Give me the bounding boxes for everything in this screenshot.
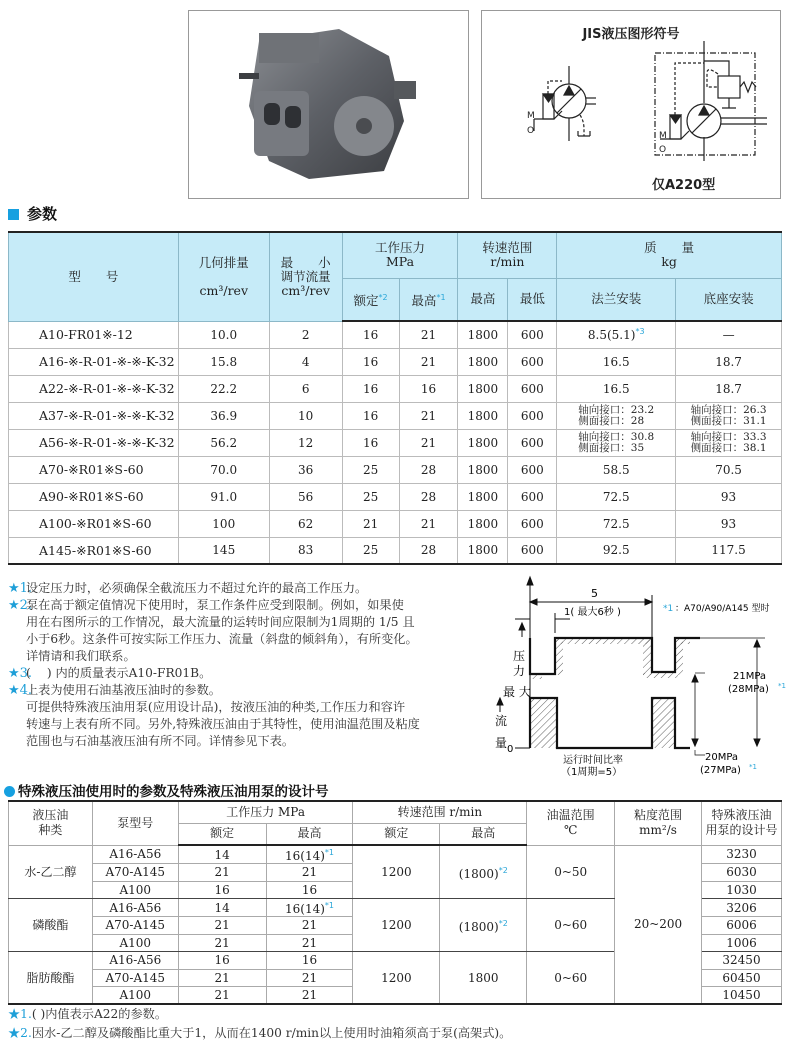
note-mark: ★3. [8,666,33,681]
cell-minflow: 36 [269,456,342,483]
note-mark: ★1. [8,581,33,596]
diagram-note: ：A70/A90/A145 型时 [675,604,770,614]
table-row [9,456,782,483]
notes [8,580,488,750]
cell-rated: 16 [342,348,399,375]
cell-pump: A100 [92,881,178,899]
cell-disp: 91.0 [178,483,269,510]
footnote-2: ★2.因水-乙二醇及磷酸酯比重大于1，从而在1400 r/min以上使用时油箱须高于泵(高架式)。 [8,1026,512,1040]
cell-max: 28 [399,537,458,564]
cell-smax: 1800 [458,456,508,483]
cell-flange-value: 72.5 [602,516,630,531]
cell-speed-max-value: (1800) [458,866,499,881]
note-item [8,597,488,665]
note-line: 上表为使用石油基液压油时的参数。 [26,683,221,697]
header-pressure: 工作压力 MPa [178,801,353,823]
cell-max-value: 21 [301,865,318,880]
cell-max [266,934,353,952]
cell-flange-value: 72.5 [602,489,630,504]
cell-pump: A100 [92,987,178,1005]
cell-smax: 1800 [458,348,508,375]
cell-rated: 25 [342,456,399,483]
note-item [8,580,488,597]
cell-foot [676,348,782,375]
cell-disp: 15.8 [178,348,269,375]
jis-symbol-panel [481,10,781,199]
parameters-table [8,231,782,565]
cell-max-value: 21 [301,918,318,933]
cell-max: 21 [399,429,458,456]
cell-foot [676,321,782,348]
cell-design: 3230 [702,845,782,864]
cell-max [266,969,353,987]
cell-rated: 21 [178,917,266,935]
cell-flange [557,456,676,483]
cell-rated: 16 [342,402,399,429]
diagram-flow-label-a: 最 大 [503,685,531,699]
cell-max-value: 21 [301,970,318,985]
note-mark: ★4. [8,683,33,698]
header-temp: 油温范围 ℃ [527,801,615,845]
cell-design: 60450 [702,969,782,987]
cell-speed-rated: 1200 [353,845,440,899]
cell-flange-value: 16.5 [602,354,630,369]
cell-max-value: 16(14) [285,902,325,916]
cell-flange-line: 侧面接口：35 [578,441,645,454]
header-speed-max: 最高 [440,823,527,845]
product-photo [188,10,469,199]
cell-foot-line: 轴向接口：26.3 [690,403,767,416]
cell-max [266,987,353,1005]
cell-max-value: 21 [301,935,318,950]
symbol-o-label-1: O [527,126,535,136]
header-pressure: 工作压力 MPa [342,232,458,278]
cell-smax: 1800 [458,402,508,429]
cell-speed-rated: 1200 [353,952,440,1005]
cell-rated: 14 [178,845,266,864]
diagram-low: 20MPa [705,752,739,763]
footnote-mark: *2 [498,865,508,875]
footnote-mark: *1 [324,901,334,910]
cell-model: A145-※R01※S-60 [9,537,179,564]
cell-minflow: 12 [269,429,342,456]
cell-design: 10450 [702,987,782,1005]
cell-smax: 1800 [458,483,508,510]
cell-max [266,952,353,970]
footnote-1: ★1.( )内值表示A22的参数。 [8,1007,168,1021]
cell-oil-type: 磷酸酯 [9,899,93,952]
cell-smin: 600 [508,348,557,375]
cell-minflow: 83 [269,537,342,564]
circle-bullet-icon [4,786,15,797]
diagram-low-alt: (27MPa) [700,765,741,776]
cell-smin: 600 [508,483,557,510]
cell-max [266,864,353,882]
cell-max: 21 [399,510,458,537]
cell-flange [557,429,676,456]
cell-minflow: 6 [269,375,342,402]
cell-max [266,917,353,935]
cell-design: 32450 [702,952,782,970]
cell-max-value: 21 [301,988,318,1002]
header-model: 型 号 [9,232,179,321]
header-viscosity: 粘度范围 mm²/s [615,801,702,845]
cell-smin: 600 [508,429,557,456]
cell-flange-value: 16.5 [602,381,630,396]
cell-rated: 21 [178,864,266,882]
diagram-xlabel: 运行时间比率 [563,755,623,766]
note-line: 设定压力时，必须确保全截流压力不超过允许的最高工作压力。 [26,581,368,595]
header-speed-min: 最低 [508,278,557,321]
table-row [9,429,782,456]
diagram-high-alt: (28MPa) [728,684,769,695]
cell-pump: A16-A56 [92,952,178,970]
cell-max-value: 16(14) [285,849,325,863]
cell-foot-value: 18.7 [715,381,742,396]
cell-speed-max [440,952,527,1005]
cell-rated: 21 [178,934,266,952]
note-line: 转速与上表有所不同。另外,特殊液压油由于其特性，使用油温范围及粘度 [26,717,420,731]
cell-max: 28 [399,456,458,483]
cell-foot [676,510,782,537]
symbol-m-label-1: M [527,111,535,121]
diagram-high-alt-mark: *1 [778,682,786,690]
cell-smax: 1800 [458,429,508,456]
diagram-period: 5 [591,587,598,600]
cell-smin: 600 [508,321,557,348]
cell-minflow: 2 [269,321,342,348]
cell-model: A70-※R01※S-60 [9,456,179,483]
header-speed: 转速范围 r/min [353,801,527,823]
cell-flange [557,483,676,510]
cell-rated: 25 [342,483,399,510]
header-max: 最高$^{*1}$ [399,278,458,321]
cell-foot [676,402,782,429]
note-line: 小于6秒。这条件可按实际工作压力、流量（斜盘的倾斜角），有所变化。 [26,632,418,646]
cell-flange-line: 侧面接口：28 [578,414,645,427]
cell-design: 6006 [702,917,782,935]
square-bullet-icon [8,209,19,220]
cell-disp: 22.2 [178,375,269,402]
hydraulic-symbol-diagram [482,11,782,200]
diagram-pressure-label-a: 压 [513,649,526,663]
diagram-xlabel2: （1周期=5） [561,767,623,778]
cell-flange [557,375,676,402]
note-line: 泵在高于额定值情况下使用时，泵工作条件应受到限制。例如，如果使 [26,598,404,612]
header-rated: 额定 [178,823,266,845]
cell-foot-value: 93 [720,516,737,531]
cell-smin: 600 [508,510,557,537]
symbol-caption: 仅A220型 [652,178,716,193]
cell-minflow: 56 [269,483,342,510]
cell-max [266,899,353,917]
cell-foot [676,483,782,510]
header-foot: 底座安装 [676,278,782,321]
cell-max: 21 [399,348,458,375]
cell-foot-value: — [722,327,735,342]
cell-temp: 0~50 [527,845,615,899]
pump-symbol-a220 [655,41,767,161]
cell-smax: 1800 [458,537,508,564]
note-line: 范围也与石油基液压油有所不同。详情参见下表。 [26,734,295,748]
note-line: ( ) 内的质量表示A10-FR01B。 [26,666,212,680]
symbol-m-label-2: M [659,131,667,141]
cell-max-value: 16 [301,882,318,897]
cell-design: 6030 [702,864,782,882]
cell-disp: 100 [178,510,269,537]
cell-rated: 16 [342,429,399,456]
cell-speed-max [440,845,527,899]
cell-flange-value: 8.5(5.1) [587,328,636,343]
duty-cycle-diagram [495,575,790,785]
table-row [9,348,782,375]
header-displacement: 几何排量 cm³/rev [178,232,269,321]
cell-foot-value: 93 [720,489,737,504]
cell-foot [676,375,782,402]
header-speed: 转速范围 r/min [458,232,557,278]
cell-oil-type: 脂肪酸酯 [9,952,93,1005]
cell-rated: 16 [342,375,399,402]
diagram-high: 21MPa [733,671,767,682]
cell-smin: 600 [508,402,557,429]
cell-rated: 25 [342,537,399,564]
cell-max [266,881,353,899]
cell-pump: A100 [92,934,178,952]
cell-flange-line: 轴向接口：30.8 [578,430,655,443]
cell-model: A100-※R01※S-60 [9,510,179,537]
cell-minflow: 62 [269,510,342,537]
header-pump-model: 泵型号 [92,801,178,845]
cell-design: 3206 [702,899,782,917]
note-item [8,665,488,682]
diagram-max-time: 1( 最大6秒 ) [564,607,621,618]
cell-pump: A70-A145 [92,864,178,882]
diagram-pressure-label-b: 力 [513,664,526,678]
header-speed-max: 最高 [458,278,508,321]
cell-foot [676,429,782,456]
table-row [9,321,782,348]
footnote-mark: *2 [498,918,508,928]
cell-rated: 21 [342,510,399,537]
cell-model: A90-※R01※S-60 [9,483,179,510]
diagram-note-mark: *1 [663,604,674,614]
cell-disp: 56.2 [178,429,269,456]
cell-disp: 145 [178,537,269,564]
diagram-zero: 0 [507,744,514,755]
note-line: 用在右图所示的工作情况，最大流量的运转时间应限制为1周期的 1/5 且 [26,615,415,629]
cell-temp: 0~60 [527,952,615,1005]
cell-smin: 600 [508,537,557,564]
symbol-title: JIS液压图形符号 [582,27,680,42]
cell-minflow: 4 [269,348,342,375]
note-line: 详情请和我们联系。 [26,649,136,663]
cell-model: A22-※-R-01-※-※-K-32 [9,375,179,402]
cell-speed-max-value: 1800 [468,970,499,985]
cell-speed-max [440,899,527,952]
cell-design: 1030 [702,881,782,899]
symbol-o-label-2: O [659,145,667,155]
cell-rated: 16 [178,952,266,970]
cell-foot-line: 侧面接口：38.1 [690,441,767,454]
pump-symbol-standard [534,66,596,141]
diagram-low-alt-mark: *1 [749,763,757,771]
cell-max: 16 [399,375,458,402]
header-rated: 额定$^{*2}$ [342,278,399,321]
cell-design: 1006 [702,934,782,952]
cell-viscosity: 20~200 [615,845,702,1004]
cell-pump: A16-A56 [92,899,178,917]
cell-flange [557,402,676,429]
cell-speed-max-value: (1800) [458,919,499,934]
cell-rated: 21 [178,987,266,1005]
note-item [8,682,488,750]
cell-rated: 14 [178,899,266,917]
cell-rated: 16 [342,321,399,348]
table-row [9,537,782,564]
section-parameters-title: 参数 [8,203,57,224]
cell-foot [676,456,782,483]
cell-smax: 1800 [458,375,508,402]
cell-foot-value: 70.5 [715,462,742,477]
cell-max: 21 [399,402,458,429]
cell-foot-line: 轴向接口：33.3 [690,430,767,443]
cell-smin: 600 [508,375,557,402]
cell-rated: 16 [178,881,266,899]
cell-smin: 600 [508,456,557,483]
table-row [9,845,782,864]
cell-flange [557,321,676,348]
footnote-mark: *1 [324,848,334,857]
cell-foot-value: 117.5 [711,543,746,558]
cell-max: 28 [399,483,458,510]
cell-smax: 1800 [458,510,508,537]
table-row [9,402,782,429]
cell-oil-type: 水-乙二醇 [9,845,93,899]
cell-flange-value: 58.5 [602,462,630,477]
cell-max: 21 [399,321,458,348]
cell-flange [557,510,676,537]
cell-max-value: 16 [301,953,318,968]
note-mark: ★2. [8,598,33,613]
cell-smax: 1800 [458,321,508,348]
cell-disp: 10.0 [178,321,269,348]
cell-model: A10-FR01※-12 [9,321,179,348]
special-oil-table [8,800,782,1005]
cell-max [266,845,353,864]
cell-speed-rated: 1200 [353,899,440,952]
cell-flange [557,348,676,375]
cell-model: A56-※-R-01-※-※-K-32 [9,429,179,456]
section-special-oil-title: 特殊液压油使用时的参数及特殊液压油用泵的设计号 [4,780,329,800]
cell-foot-line: 侧面接口：31.1 [690,414,767,427]
table-row [9,510,782,537]
header-min-flow: 最 小 调节流量 cm³/rev [269,232,342,321]
note-line: 可提供特殊液压油用泵(应用设计品)，按液压油的种类,工作压力和容许 [26,700,406,714]
cell-disp: 70.0 [178,456,269,483]
cell-disp: 36.9 [178,402,269,429]
footnote-mark: *3 [635,327,645,337]
diagram-flow-label-c: 量 [495,736,508,750]
cell-temp: 0~60 [527,899,615,952]
table-row [9,483,782,510]
cell-minflow: 10 [269,402,342,429]
cell-model: A16-※-R-01-※-※-K-32 [9,348,179,375]
cell-flange-line: 轴向接口：23.2 [578,403,655,416]
pump-image [189,11,468,198]
header-flange: 法兰安装 [557,278,676,321]
cell-rated: 21 [178,969,266,987]
cell-flange-value: 92.5 [602,543,630,558]
cell-pump: A70-A145 [92,917,178,935]
cell-pump: A16-A56 [92,845,178,864]
header-mass: 质 量 kg [557,232,782,278]
diagram-flow-label-b: 流 [495,714,508,728]
cell-foot-value: 18.7 [715,354,742,369]
table-row [9,375,782,402]
header-oil-type: 液压油 种类 [9,801,93,845]
header-design-no: 特殊液压油 用泵的设计号 [702,801,782,845]
cell-foot [676,537,782,564]
header-max: 最高 [266,823,353,845]
cell-flange [557,537,676,564]
cell-model: A37-※-R-01-※-※-K-32 [9,402,179,429]
cell-pump: A70-A145 [92,969,178,987]
header-speed-rated: 额定 [353,823,440,845]
